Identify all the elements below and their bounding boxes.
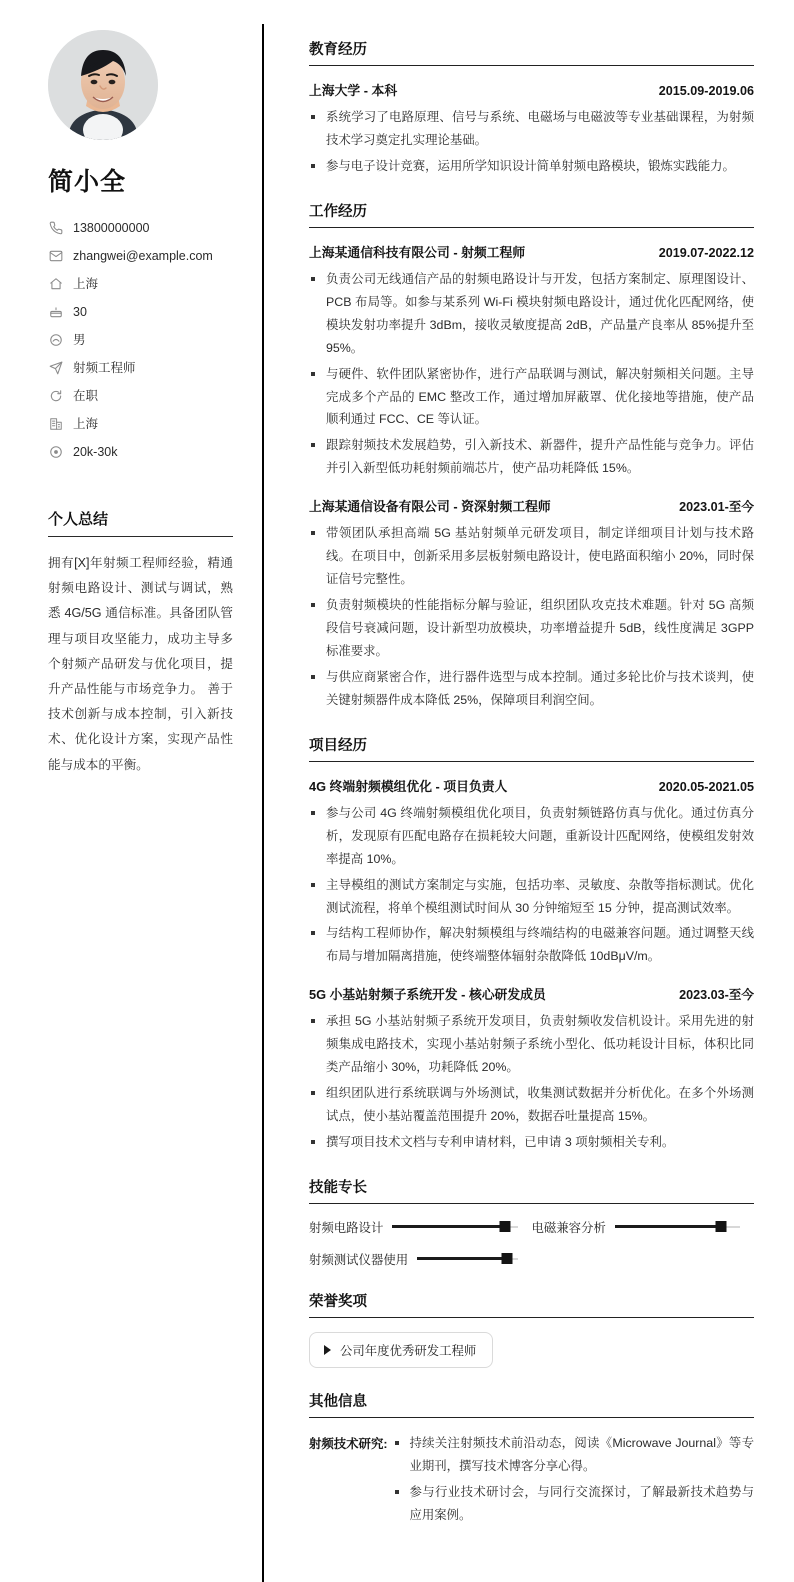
sidebar [0, 0, 263, 1582]
award-list [309, 1332, 754, 1368]
contact-item-phone[interactable] [48, 214, 233, 242]
other-bullets [393, 1432, 754, 1527]
skill-label: 射频电路设计 [309, 1220, 384, 1235]
entry-title: 4G 终端射频模组优化 - 项目负责人 [309, 778, 508, 794]
skill-fill [392, 1225, 505, 1228]
contact-item-work-city[interactable] [48, 410, 233, 438]
summary-text: 拥有[X]年射频工程师经验，精通射频电路设计、测试与调试，熟悉 4G/5G 通信标准。具备团队管理与项目攻坚能力，成功主导多个射频产品研发与优化项目，提升产品性能与市场竞争力。 善于技术创新与成本控制，引入新技术、优化设计方案，实现产品性能与成本的平衡。 [48, 556, 233, 772]
contact-item-job-status[interactable] [48, 382, 233, 410]
phone-icon [48, 221, 63, 236]
main-content [263, 0, 794, 1582]
project-entry [309, 776, 754, 969]
skill-slider[interactable] [615, 1221, 740, 1233]
bullet-item: 与硬件、软件团队紧密协作，进行产品联调与测试，解决射频相关问题。主导完成多个产品的 EMC 整改工作，通过增加屏蔽罩、优化接地等措施，使产品顺利通过 FCC、CE 等认证。 [309, 363, 754, 432]
bullet-item: 撰写项目技术文档与专利申请材料，已申请 3 项射频相关专利。 [309, 1131, 754, 1154]
paper-plane-icon [48, 361, 63, 376]
bullet-item: 参与电子设计竞赛，运用所学知识设计简单射频电路模块，锻炼实践能力。 [309, 155, 754, 178]
contact-value: 射频工程师 [73, 360, 136, 375]
entry-header [309, 496, 754, 515]
skill-fill [615, 1225, 721, 1228]
contact-value: 上海 [73, 416, 99, 431]
summary-section [48, 508, 233, 778]
envelope-icon [48, 249, 63, 264]
other-body [393, 1432, 754, 1530]
skills-heading: 技能专长 [309, 1176, 754, 1204]
entry-header [309, 242, 754, 261]
bullet-item: 带领团队承担高端 5G 基站射频单元研发项目，制定详细项目计划与技术路线。在项目中，创新采用多层板射频电路设计，使电路面积缩小 20%，同时保证信号完整性。 [309, 522, 754, 591]
entry-header [309, 80, 754, 99]
skill-slider[interactable] [392, 1221, 517, 1233]
bullet-item: 参与公司 4G 终端射频模组优化项目，负责射频链路仿真与优化。通过仿真分析，发现原有匹配电路存在损耗较大问题，重新设计匹配网络，使模组发射效率提高 10%。 [309, 802, 754, 871]
bullet-item: 与结构工程师协作，解决射频模组与终端结构的电磁兼容问题。通过调整天线布局与增加隔离措施，使终端整体辐射杂散降低 10dBμV/m。 [309, 922, 754, 968]
gender-icon [48, 333, 63, 348]
project-entry [309, 984, 754, 1154]
section-skills [309, 1176, 754, 1268]
section-work [309, 200, 754, 712]
status-icon [48, 389, 63, 404]
education-entry [309, 80, 754, 178]
avatar [48, 30, 158, 140]
awards-heading: 荣誉奖项 [309, 1290, 754, 1318]
projects-heading: 项目经历 [309, 734, 754, 762]
entry-date: 2020.05-2021.05 [658, 779, 754, 794]
contact-item-job-title[interactable] [48, 354, 233, 382]
skill-knob[interactable] [502, 1253, 513, 1264]
play-triangle-icon [324, 1345, 331, 1355]
entry-title: 5G 小基站射频子系统开发 - 核心研发成员 [309, 987, 546, 1003]
entry-date: 2019.07-2022.12 [658, 245, 754, 260]
contact-value: 13800000000 [73, 220, 150, 235]
bullet-item: 主导模组的测试方案制定与实施，包括功率、灵敏度、杂散等指标测试。优化测试流程，将单个模组测试时间从 30 分钟缩短至 15 分钟，提高测试效率。 [309, 874, 754, 920]
entry-header [309, 776, 754, 795]
entry-header [309, 984, 754, 1003]
section-other-info [309, 1390, 754, 1530]
contact-item-gender[interactable] [48, 326, 233, 354]
contact-item-salary[interactable] [48, 438, 233, 466]
entry-title: 上海大学 - 本科 [309, 83, 398, 98]
skill-knob[interactable] [499, 1221, 510, 1232]
contact-value: 在职 [73, 388, 99, 403]
skill-item [309, 1218, 532, 1236]
other-group [309, 1432, 754, 1530]
skills-grid [309, 1218, 754, 1268]
home-icon [48, 277, 63, 292]
contact-list [48, 214, 233, 466]
entry-date: 2015.09-2019.06 [658, 84, 754, 98]
bullet-item: 组织团队进行系统联调与外场测试，收集测试数据并分析优化。在多个外场测试点，使小基站覆盖范围提升 20%，数据吞吐量提高 15%。 [309, 1082, 754, 1128]
entry-bullets [309, 802, 754, 969]
contact-item-location[interactable] [48, 270, 233, 298]
bullet-item: 负责公司无线通信产品的射频电路设计与开发，包括方案制定、原理图设计、PCB 布局等。如参与某系列 Wi-Fi 模块射频电路设计，通过优化匹配网络，使模块发射功率提升 3dBm，接收灵敏度提高 2dB，产品量产良率从 85%提升至 95%。 [309, 268, 754, 360]
cake-icon [48, 305, 63, 320]
entry-title: 上海某通信设备有限公司 - 资深射频工程师 [309, 499, 551, 515]
building-icon [48, 417, 63, 432]
skill-item [532, 1218, 755, 1236]
contact-value: zhangwei@example.com [73, 248, 213, 263]
entry-date: 2023.01-至今 [679, 500, 754, 515]
bullet-item: 参与行业技术研讨会，与同行交流探讨，了解最新技术趋势与应用案例。 [393, 1481, 754, 1527]
award-badge[interactable] [309, 1332, 493, 1368]
skill-label: 电磁兼容分析 [531, 1220, 606, 1235]
bullet-item: 承担 5G 小基站射频子系统开发项目，负责射频收发信机设计。采用先进的射频集成电路技术，实现小基站射频子系统小型化、低功耗设计目标，体积比同类产品缩小 30%，功耗降低 20%。 [309, 1010, 754, 1079]
other-heading: 其他信息 [309, 1390, 754, 1418]
award-label: 公司年度优秀研发工程师 [340, 1343, 477, 1358]
skill-fill [417, 1257, 507, 1260]
contact-value: 上海 [73, 276, 99, 291]
work-heading: 工作经历 [309, 200, 754, 228]
work-entry [309, 242, 754, 480]
skill-slider[interactable] [417, 1253, 517, 1265]
skill-knob[interactable] [716, 1221, 727, 1232]
bullet-item: 系统学习了电路原理、信号与系统、电磁场与电磁波等专业基础课程，为射频技术学习奠定扎实理论基础。 [309, 106, 754, 152]
entry-bullets [309, 1010, 754, 1154]
bullet-item: 持续关注射频技术前沿动态，阅读《Microwave Journal》等专业期刊，撰写技术博客分享心得。 [393, 1432, 754, 1478]
entry-date: 2023.03-至今 [679, 988, 754, 1003]
skill-label: 射频测试仪器使用 [309, 1252, 409, 1267]
summary-heading: 个人总结 [48, 508, 233, 537]
bullet-item: 负责射频模块的性能指标分解与验证，组织团队攻克技术难题。针对 5G 高频段信号衰减问题，设计新型功放模块，功率增益提升 5dB，线性度满足 3GPP 标准要求。 [309, 594, 754, 663]
contact-item-age[interactable] [48, 298, 233, 326]
column-divider [262, 24, 264, 1582]
section-education [309, 38, 754, 178]
salary-icon [48, 445, 63, 460]
entry-bullets [309, 106, 754, 178]
contact-value: 男 [73, 332, 86, 347]
contact-value: 20k-30k [73, 444, 118, 459]
section-awards [309, 1290, 754, 1368]
section-projects [309, 734, 754, 1154]
entry-title: 上海某通信科技有限公司 - 射频工程师 [309, 244, 526, 260]
contact-value: 30 [73, 304, 87, 319]
bullet-item: 与供应商紧密合作，进行器件选型与成本控制。通过多轮比价与技术谈判，使关键射频器件成本降低 25%，保障项目利润空间。 [309, 666, 754, 712]
education-heading: 教育经历 [309, 38, 754, 66]
other-key: 射频技术研究: [309, 1436, 388, 1451]
person-name: 简小全 [48, 168, 127, 196]
entry-bullets [309, 268, 754, 480]
skill-item [309, 1250, 532, 1268]
entry-bullets [309, 522, 754, 712]
work-entry [309, 496, 754, 712]
contact-item-email[interactable] [48, 242, 233, 270]
bullet-item: 跟踪射频技术发展趋势，引入新技术、新器件，提升产品性能与竞争力。评估并引入新型低功耗射频前端芯片，使产品功耗降低 15%。 [309, 434, 754, 480]
